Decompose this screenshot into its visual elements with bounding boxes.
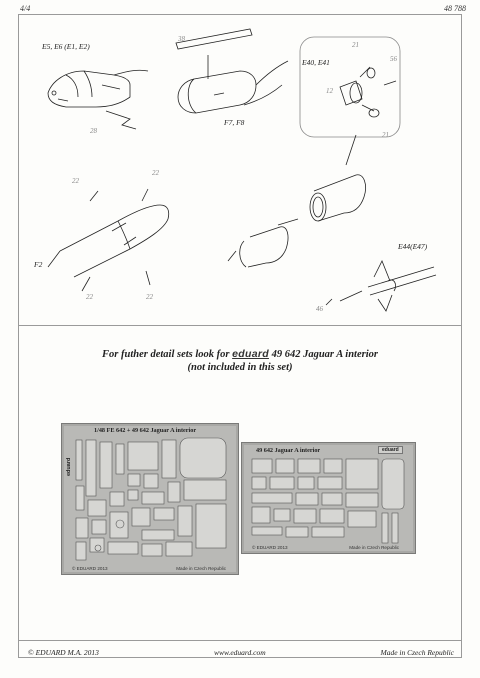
sheet2-parts bbox=[242, 443, 415, 553]
sheet1-parts bbox=[62, 424, 238, 574]
promo-line-1 bbox=[18, 348, 462, 360]
tail-drawing bbox=[326, 261, 436, 311]
part-number-38: 38 bbox=[178, 35, 185, 43]
pod-drawing bbox=[176, 29, 288, 113]
label-f7-f8: F7, F8 bbox=[224, 118, 245, 127]
sheet2-brand-badge: eduard bbox=[378, 446, 403, 454]
sheet2-made-in: Made in Czech Republic bbox=[349, 545, 399, 550]
sheet1-made-in: Made in Czech Republic bbox=[176, 566, 226, 571]
part-number-46: 46 bbox=[316, 305, 323, 313]
set-number: 48 788 bbox=[444, 4, 466, 13]
photo-etch-sheet-fe642 bbox=[61, 423, 239, 575]
footer-website: www.eduard.com bbox=[214, 648, 266, 657]
detail-callout bbox=[300, 37, 400, 165]
promo-text-before: For futher detail sets look for bbox=[102, 349, 230, 360]
sheet1-title: 1/48 FE 642 + 49 642 Jaguar A interior bbox=[94, 427, 197, 434]
sheet2-title: 49 642 Jaguar A interior bbox=[256, 447, 321, 454]
sheet1-copyright: © EDUARD 2013 bbox=[72, 566, 108, 571]
label-e5-e6: E5, E6 (E1, E2) bbox=[42, 42, 90, 51]
assembly-drawings bbox=[18, 15, 460, 325]
sheet1-side-brand: eduard bbox=[66, 457, 72, 476]
label-f2: F2 bbox=[34, 260, 43, 269]
part-number-22-bottom-left: 22 bbox=[86, 293, 93, 301]
promo-text-after: 49 642 Jaguar A interior bbox=[271, 349, 378, 360]
footer-copyright: © EDUARD M.A. 2013 bbox=[28, 648, 99, 657]
page-number: 4/4 bbox=[20, 4, 31, 13]
photo-etch-sheet-49642 bbox=[241, 442, 416, 554]
label-e44: E44(E47) bbox=[398, 242, 428, 251]
part-number-22-right: 22 bbox=[152, 169, 159, 177]
label-e40-e41: E40, E41 bbox=[302, 58, 330, 67]
nose-section-drawing bbox=[48, 70, 148, 129]
part-number-21-top: 21 bbox=[352, 41, 359, 49]
part-number-22-left: 22 bbox=[72, 177, 79, 185]
assembly-diagram bbox=[18, 15, 460, 325]
promo-line-2: (not included in this set) bbox=[187, 362, 293, 373]
eduard-logo: eduard bbox=[232, 348, 269, 360]
part-number-22-bottom-right: 22 bbox=[146, 293, 153, 301]
part-number-21-bottom: 21 bbox=[382, 131, 389, 139]
exhaust-tube-drawing bbox=[228, 175, 366, 267]
part-number-12: 12 bbox=[326, 87, 333, 95]
section-divider bbox=[18, 325, 462, 326]
missile-drawing bbox=[48, 189, 169, 291]
part-number-56: 56 bbox=[390, 55, 397, 63]
footer-made-in: Made in Czech Republic bbox=[380, 648, 454, 657]
footer-divider bbox=[18, 640, 462, 641]
part-number-28: 28 bbox=[90, 127, 97, 135]
sheet2-copyright: © EDUARD 2013 bbox=[252, 545, 288, 550]
